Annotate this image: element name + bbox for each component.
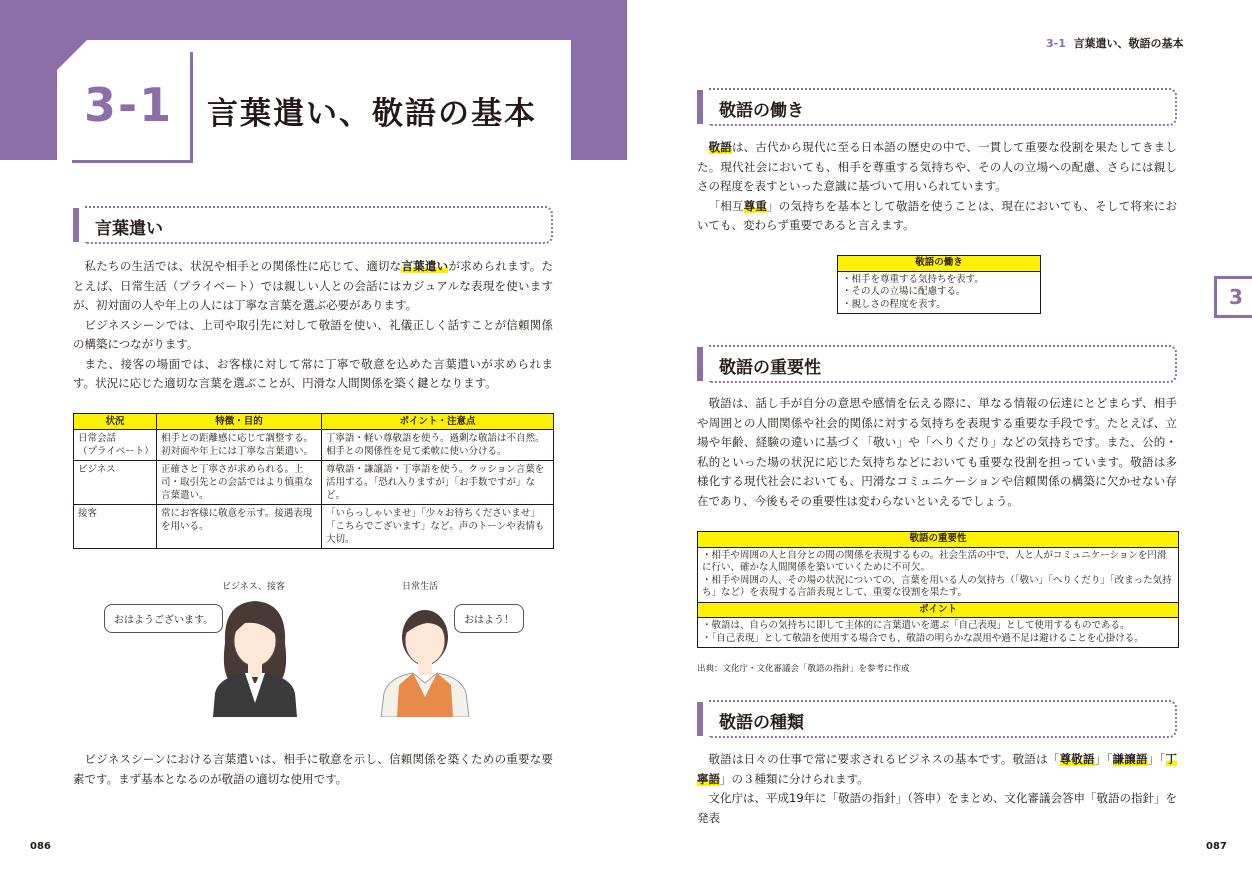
keigo-hataraki-box [837, 255, 1041, 314]
text: は、古代から現代に至る日本語の歴史の中で、一貫して重要な役割を果たしてきました。現代社会においても、相手を尊重する気持ちや、その人の立場への配慮、さらには親しさの程度を表すといった意識に基づいて用いられています。 [697, 140, 1178, 193]
table-header: ポイント・注意点 [322, 414, 554, 430]
highlighted-term: 敬語 [708, 140, 732, 154]
heading-text: 言葉遣い [95, 219, 163, 239]
paragraph [697, 138, 1177, 197]
table-header-row [74, 414, 554, 430]
running-head [1046, 35, 1184, 51]
section-heading-keigo-juyousei [697, 345, 1177, 381]
table-row [74, 430, 554, 461]
table-cell: 「いらっしゃいませ」「少々お待ちくださいませ」「こちらでございます」など。声のトーンや表情も大切。 [322, 505, 554, 549]
running-head-number: 3-1 [1046, 37, 1066, 50]
table-row [74, 505, 554, 549]
chapter-number: 3-1 [84, 78, 174, 132]
paragraph: 敬語は、話し手が自分の意思や感情を伝える際に、単なる情報の伝達にとどまらず、相手や周囲との人間関係や社会的関係に対する気持ちを表現する重要な手段です。たとえば、立場や年齢、経験の違いに基づく「敬い」や「へりくだり」などの気持ちです。また、公的・私的といった場の状況に応じた気持ちなどにおいても重要な役割を担っています。敬語は多様化する現代社会においても、円滑なコミュニケーションや信頼関係の構築に欠かせない存在であり、今後もその重要性は変わらないといえるでしょう。 [697, 396, 1177, 508]
text: が求められます。たとえば、日常生活（プライベート）では親しい人との会話にはカジュアルな表現を使いますが、初対面の人や年上の人には丁寧な言葉を選ぶ必要があります。 [73, 259, 553, 312]
section-heading-keigo-hataraki [697, 88, 1177, 124]
business-person-illustration [205, 593, 305, 717]
point-item: ・敬語は、自らの気持ちに即して主体的に言葉遣いを選ぶ「自己表現」として使用するものである。 [702, 620, 1130, 631]
keigo-juyousei-box [697, 531, 1179, 648]
heading-marker [73, 208, 79, 242]
table-cell: 正確さと丁寧さが求められる。上司・取引先との会話ではより慎重な言葉遣い。 [157, 461, 322, 505]
paragraph: 文化庁は、平成19年に「敬語の指針」（答申）をまとめ、文化審議会答申「敬語の指針」を発表 [697, 791, 1177, 825]
heading-text: 敬語の働き [719, 101, 804, 121]
business-speech-bubble: おはようございます。 [104, 604, 223, 633]
table-cell: 丁寧語・軽い尊敬語を使う。過剰な敬語は不自然。相手との関係性を見て柔軟に使い分ける。 [322, 430, 554, 461]
paragraph [73, 257, 553, 316]
left-closing-text [73, 750, 553, 789]
table-cell: 接客 [74, 505, 157, 549]
text: 「相互 [708, 198, 744, 213]
page-number-left: 086 [30, 841, 51, 852]
box-item: ・親しさの程度を表す。 [842, 298, 946, 310]
text: 」の３種類に分けられます。 [720, 771, 869, 786]
table-header: 状況 [74, 414, 157, 430]
heading-text: 敬語の種類 [719, 713, 804, 733]
keigo-juyousei-text [697, 394, 1177, 511]
text: 敬語は日々の仕事で常に要求されるビジネスの基本です。敬語は「 [708, 752, 1060, 766]
text: 」「 [1094, 752, 1113, 766]
box-item: ・その人の立場に配慮する。 [842, 286, 966, 297]
situation-table [73, 413, 554, 549]
page-number-right: 087 [1206, 841, 1227, 852]
heading-marker [697, 702, 703, 736]
highlighted-term: 丁寧語 [697, 752, 1178, 786]
box-item: ・相手を尊重する気持ちを表す。 [842, 273, 984, 285]
highlighted-term: 謙譲語 [1112, 752, 1148, 766]
table-header: 特徴・目的 [157, 414, 322, 430]
point-body [698, 618, 1178, 647]
box-title: 敬語の働き [838, 256, 1040, 272]
paragraph: ビジネスシーンにおける言葉遣いは、相手に敬意を示し、信頼関係を築くための重要な要素です。まず基本となるのが敬語の適切な使用です。 [73, 752, 553, 786]
section-heading-kotobazukai [73, 206, 553, 242]
table-cell: ビジネス [74, 461, 157, 505]
paragraph [697, 750, 1177, 789]
section-heading-keigo-shurui [697, 700, 1177, 736]
daily-speech-bubble: おはよう！ [454, 604, 524, 633]
table-cell: 日常会話 （プライベート） [74, 430, 157, 461]
point-item: ・「自己表現」として敬語を使用する場合でも、敬語の明らかな誤用や過不足は避けることを心掛ける。 [702, 632, 1144, 644]
box-body [698, 548, 1178, 602]
paragraph: ビジネスシーンでは、上司や取引先に対して敬語を使い、礼儀正しく話すことが信頼関係の構築につながります。 [73, 317, 553, 351]
keigo-hataraki-text [697, 138, 1177, 236]
left-intro-text [73, 257, 553, 394]
highlighted-term: 言葉遣い [401, 259, 449, 273]
paragraph [697, 197, 1177, 236]
table-cell: 尊敬語・謙譲語・丁寧語を使う。クッション言葉を活用する。「恐れ入りますが」「お手数ですが」など。 [322, 461, 554, 505]
paragraph: また、接客の場面では、お客様に対して常に丁寧で敬意を込めた言葉遣いが求められます。状況に応じた適切な言葉を選ぶことが、円滑な人間関係を築く鍵となります。 [73, 356, 553, 390]
highlighted-term: 尊敬語 [1059, 752, 1095, 766]
chapter-title: 言葉遣い、敬語の基本 [207, 96, 537, 132]
heading-marker [697, 90, 703, 124]
text: 私たちの生活では、状況や相手との関係性に応じて、適切な [84, 259, 402, 273]
box-item: ・相手や周囲の人と自分との間の関係を表現するもの。社会生活の中で、人と人がコミュニケーションを円滑に行い、確かな人間関係を築いていくために不可欠。 [702, 549, 1167, 573]
daily-person-illustration [375, 593, 475, 717]
running-head-title: 言葉遣い、敬語の基本 [1073, 37, 1184, 50]
point-title: ポイント [698, 602, 1178, 619]
daily-label: 日常生活 [402, 582, 439, 592]
text: 」「 [1147, 752, 1166, 766]
box-item: ・相手や周囲の人、その場の状況についての、言葉を用いる人の気持ち（「敬い」「へりくだり」「改まった気持ち」など）を表現する言語表現として、重要な役割を果たす。 [702, 574, 1172, 598]
heading-marker [697, 347, 703, 381]
source-note: 出典：文化庁・文化審議会「敬語の指針」を参考に作成 [697, 664, 910, 674]
keigo-shurui-text [697, 750, 1177, 828]
heading-text: 敬語の重要性 [719, 358, 821, 378]
business-label: ビジネス、接客 [222, 582, 286, 592]
text: 」の気持ちを基本として敬語を使うことは、現在においても、そして将来においても、変わらず重要であると言えます。 [697, 198, 1177, 232]
table-cell: 常にお客様に敬意を示す。接遇表現を用いる。 [157, 505, 322, 549]
chapter-side-tab: 3 [1214, 276, 1252, 318]
table-row [74, 461, 554, 505]
box-title: 敬語の重要性 [698, 532, 1178, 548]
highlighted-term: 尊重 [743, 198, 768, 213]
table-cell: 相手との距離感に応じて調整する。初対面や年上には丁寧な言葉遣い。 [157, 430, 322, 461]
box-body [838, 272, 1040, 314]
